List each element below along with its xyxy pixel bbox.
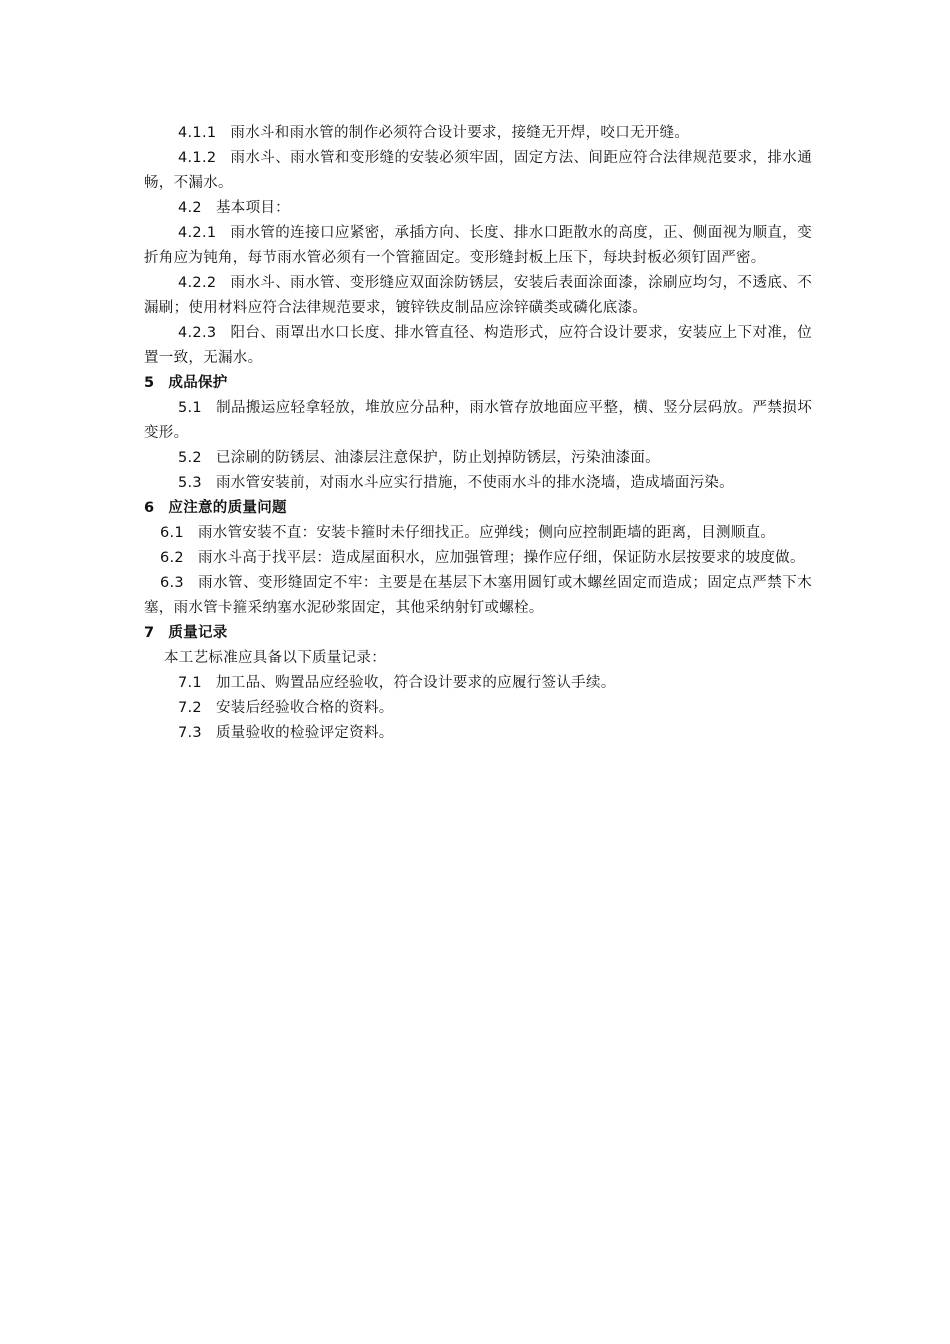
clause-text: 安装后经验收合格的资料。 xyxy=(215,700,394,716)
clause-4-2-1 xyxy=(144,221,812,271)
clause-number: 6.3 xyxy=(160,575,184,591)
clause-text: 阳台、雨罩出水口长度、排水管直径、构造形式，应符合设计要求，安装应上下对准，位置一致，无漏水。 xyxy=(144,325,812,366)
clause-7-2 xyxy=(144,696,812,721)
clause-4-2-2 xyxy=(144,271,812,321)
clause-5-1 xyxy=(144,396,812,446)
clause-6-3 xyxy=(144,571,812,621)
clause-text: 雨水斗、雨水管和变形缝的安装必须牢固，固定方法、间距应符合法律规范要求，排水通畅，不漏水。 xyxy=(144,150,812,191)
clause-text: 雨水管的连接口应紧密，承插方向、长度、排水口距散水的高度，正、侧面视为顺直，变折角应为钝角，每节雨水管必须有一个管箍固定。变形缝封板上压下，每块封板必须钉固严密。 xyxy=(144,225,812,266)
clause-4-2 xyxy=(144,196,812,221)
clause-6-1 xyxy=(144,521,812,546)
clause-4-1-2 xyxy=(144,146,812,196)
clause-6-2 xyxy=(144,546,812,571)
clause-text: 质量验收的检验评定资料。 xyxy=(215,725,394,741)
intro-line xyxy=(144,646,812,671)
clause-text: 制品搬运应轻拿轻放，堆放应分品种，雨水管存放地面应平整，横、竖分层码放。严禁损坏变形。 xyxy=(144,400,812,441)
clause-7-3 xyxy=(144,721,812,746)
clause-text: 基本项目： xyxy=(215,200,290,216)
clause-number: 4.1.2 xyxy=(178,150,217,166)
clause-text: 已涂刷的防锈层、油漆层注意保护，防止划掉防锈层，污染油漆面。 xyxy=(215,450,660,466)
clause-number: 4.1.1 xyxy=(178,125,217,141)
clause-4-2-3 xyxy=(144,321,812,371)
section-title: 应注意的质量问题 xyxy=(168,500,287,516)
clause-text: 雨水斗、雨水管、变形缝应双面涂防锈层，安装后表面涂面漆，涂刷应均匀，不透底、不漏刷；使用材料应符合法律规范要求，镀锌铁皮制品应涂锌磺类或磷化底漆。 xyxy=(144,275,812,316)
clause-number: 6.2 xyxy=(160,550,184,566)
section-heading-5 xyxy=(144,371,812,396)
clause-number: 7.2 xyxy=(178,700,202,716)
section-number: 7 xyxy=(144,625,155,641)
clause-text: 雨水斗和雨水管的制作必须符合设计要求，接缝无开焊，咬口无开缝。 xyxy=(230,125,690,141)
section-title: 质量记录 xyxy=(168,625,228,641)
clause-number: 4.2.3 xyxy=(178,325,217,341)
clause-number: 5.1 xyxy=(178,400,202,416)
clause-number: 7.1 xyxy=(178,675,202,691)
clause-7-1 xyxy=(144,671,812,696)
clause-text: 雨水管安装不直：安装卡箍时未仔细找正。应弹线；侧向应控制距墙的距离，目测顺直。 xyxy=(197,525,776,541)
section-heading-7 xyxy=(144,621,812,646)
clause-number: 5.3 xyxy=(178,475,202,491)
clause-number: 4.2.1 xyxy=(178,225,217,241)
section-heading-6 xyxy=(144,496,812,521)
section-number: 5 xyxy=(144,375,155,391)
clause-5-2 xyxy=(144,446,812,471)
clause-number: 5.2 xyxy=(178,450,202,466)
intro-text: 本工艺标准应具备以下质量记录： xyxy=(164,650,386,666)
clause-5-3 xyxy=(144,471,812,496)
clause-number: 6.1 xyxy=(160,525,184,541)
clause-text: 雨水斗高于找平层：造成屋面积水，应加强管理；操作应仔细，保证防水层按要求的坡度做。 xyxy=(197,550,805,566)
clause-text: 雨水管、变形缝固定不牢：主要是在基层下木塞用圆钉或木螺丝固定而造成；固定点严禁下木塞，雨水管卡箍采纳塞水泥砂浆固定，其他采纳射钉或螺栓。 xyxy=(144,575,812,616)
section-title: 成品保护 xyxy=(168,375,228,391)
clause-text: 雨水管安装前，对雨水斗应实行措施，不使雨水斗的排水浇墙，造成墙面污染。 xyxy=(215,475,734,491)
clause-number: 4.2 xyxy=(178,200,202,216)
clause-4-1-1 xyxy=(144,121,812,146)
clause-number: 7.3 xyxy=(178,725,202,741)
clause-text: 加工品、购置品应经验收，符合设计要求的应履行签认手续。 xyxy=(215,675,616,691)
clause-number: 4.2.2 xyxy=(178,275,217,291)
section-number: 6 xyxy=(144,500,155,516)
document-body xyxy=(144,121,812,746)
